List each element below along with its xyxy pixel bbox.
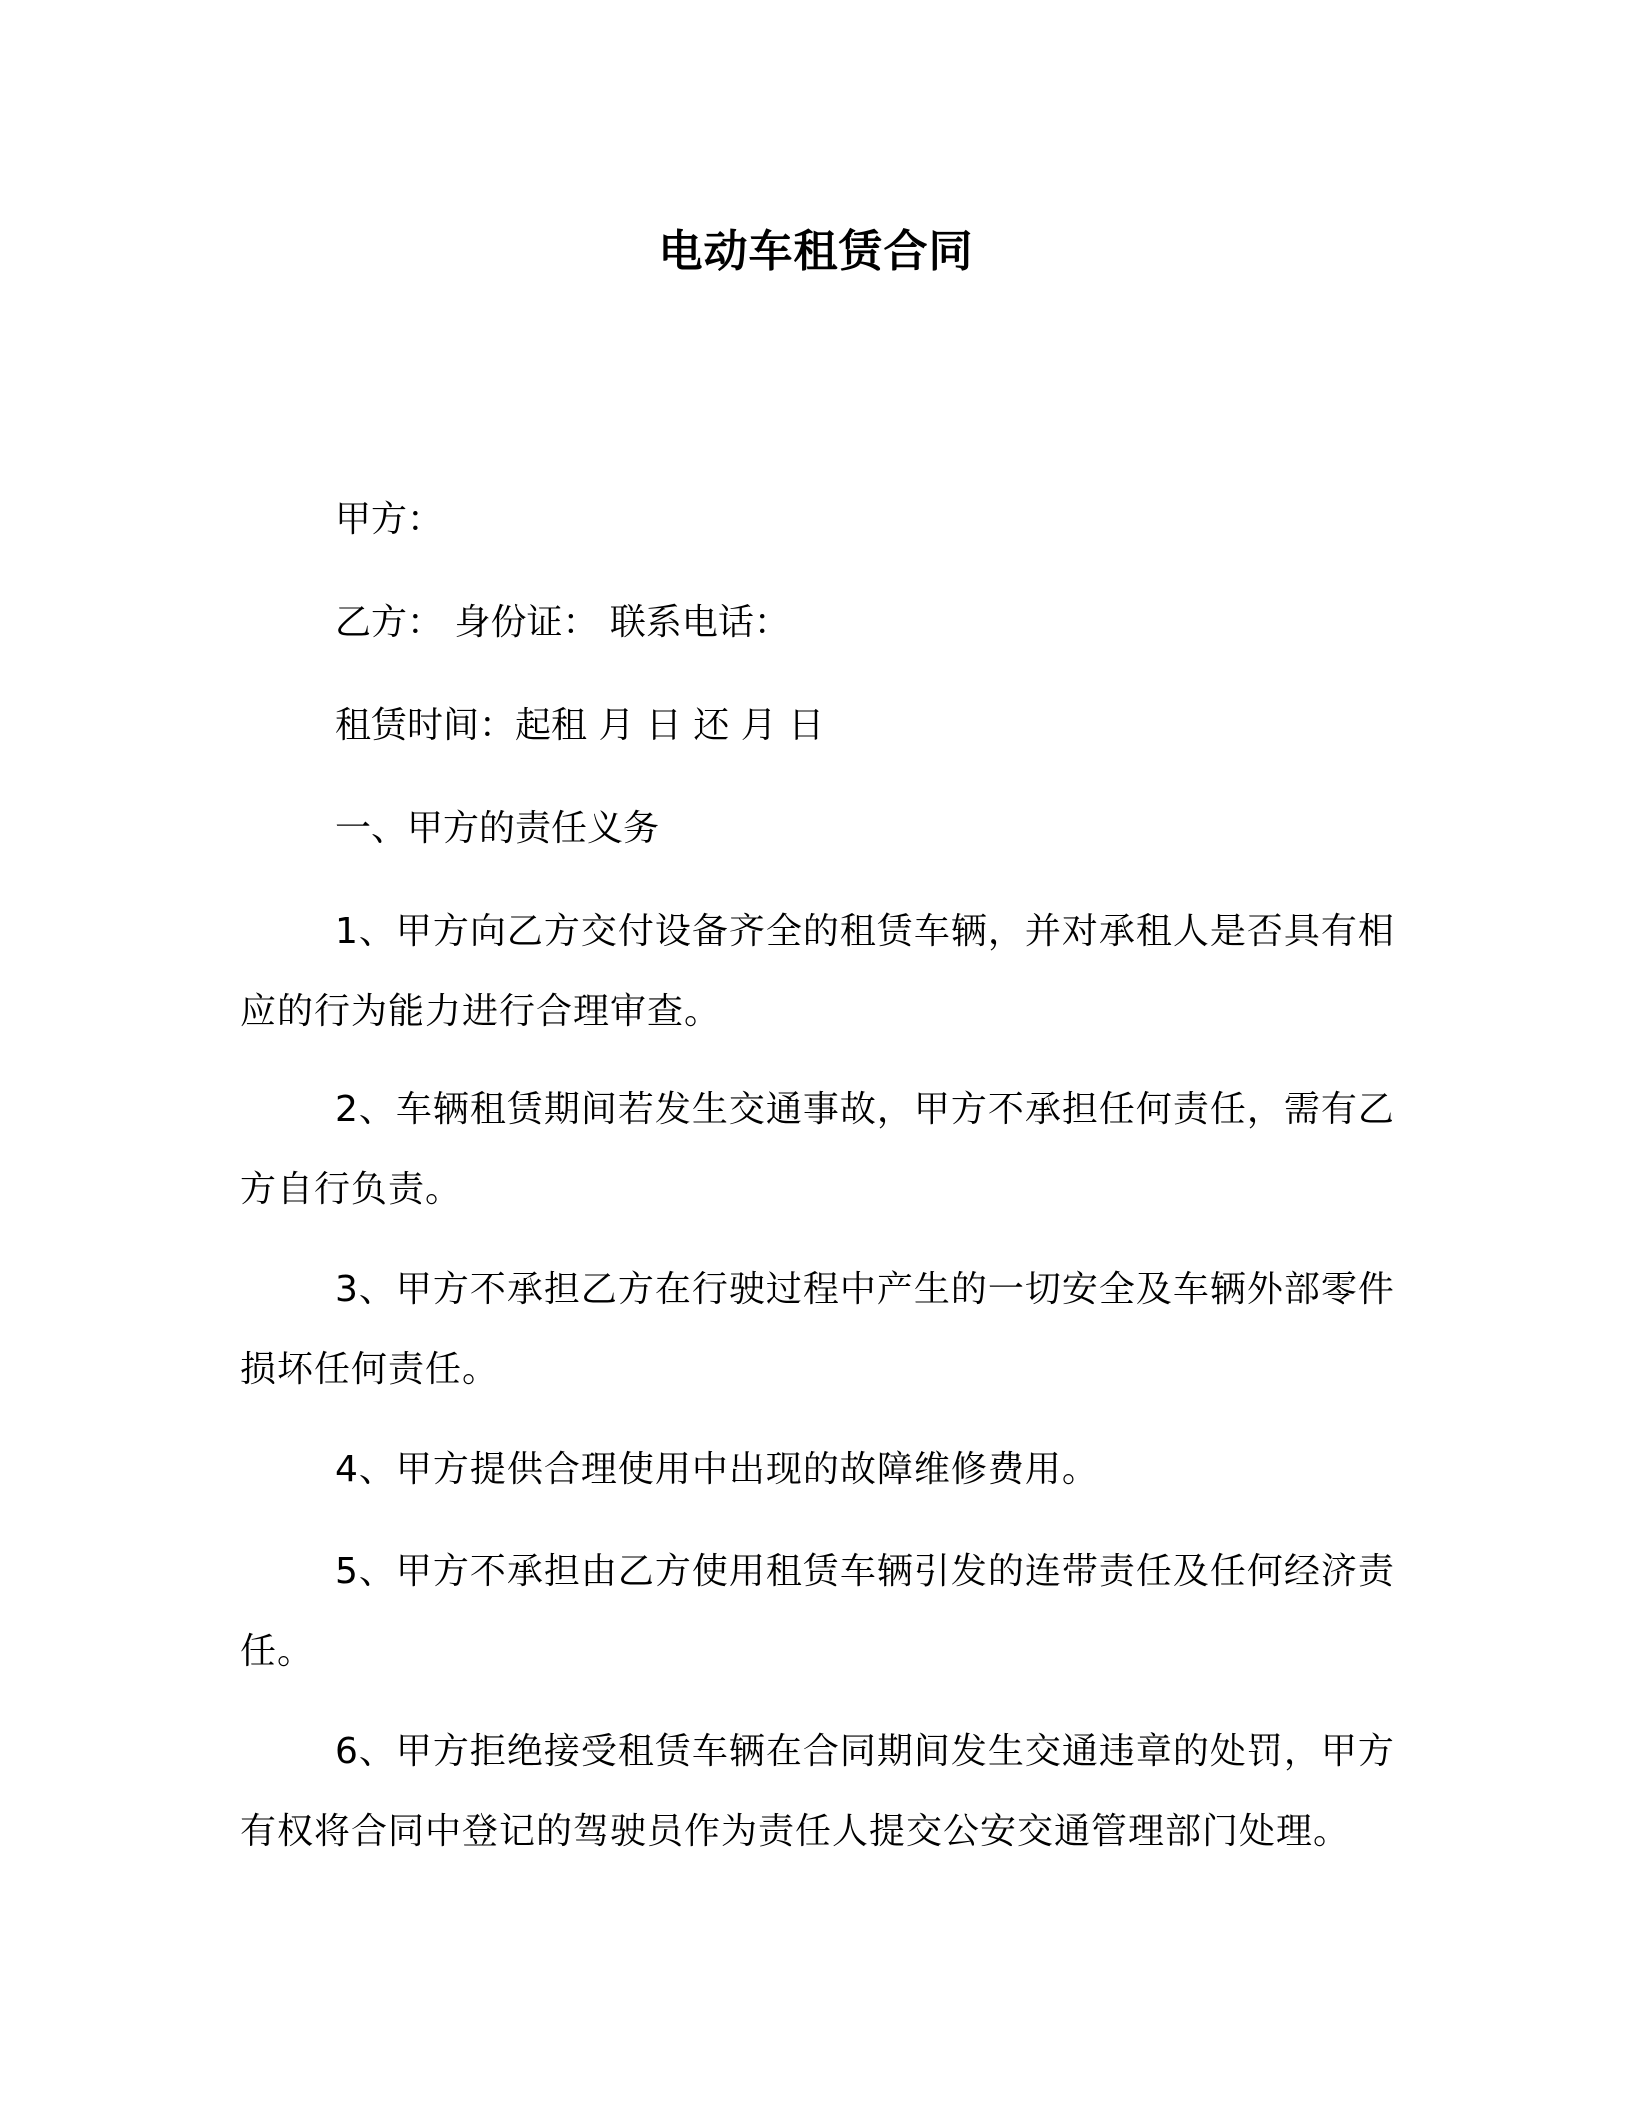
document-title: 电动车租赁合同: [658, 226, 974, 277]
clause-3: 3、甲方不承担乙方在行驶过程中产生的一切安全及车辆外部零件损坏任何责任。: [240, 1269, 1395, 1390]
clause-4: 4、甲方提供合理使用中出现的故障维修费用。: [335, 1449, 1099, 1490]
party-b-line: 乙方： 身份证： 联系电话：: [335, 602, 790, 643]
clause-6: 6、甲方拒绝接受租赁车辆在合同期间发生交通违章的处罚，甲方有权将合同中登记的驾驶员作为责任人提交公安交通管理部门处理。: [240, 1731, 1395, 1852]
clause-5: 5、甲方不承担由乙方使用租赁车辆引发的连带责任及任何经济责任。: [240, 1551, 1395, 1672]
section-heading: 一、甲方的责任义务: [335, 808, 660, 849]
clause-2: 2、车辆租赁期间若发生交通事故，甲方不承担任何责任，需有乙方自行负责。: [240, 1089, 1395, 1210]
clause-1: 1、甲方向乙方交付设备齐全的租赁车辆，并对承租人是否具有相应的行为能力进行合理审查。: [240, 911, 1395, 1032]
rental-time-line: 租赁时间：起租 月 日 还 月 日: [335, 705, 825, 746]
party-a-line: 甲方：: [335, 499, 444, 540]
